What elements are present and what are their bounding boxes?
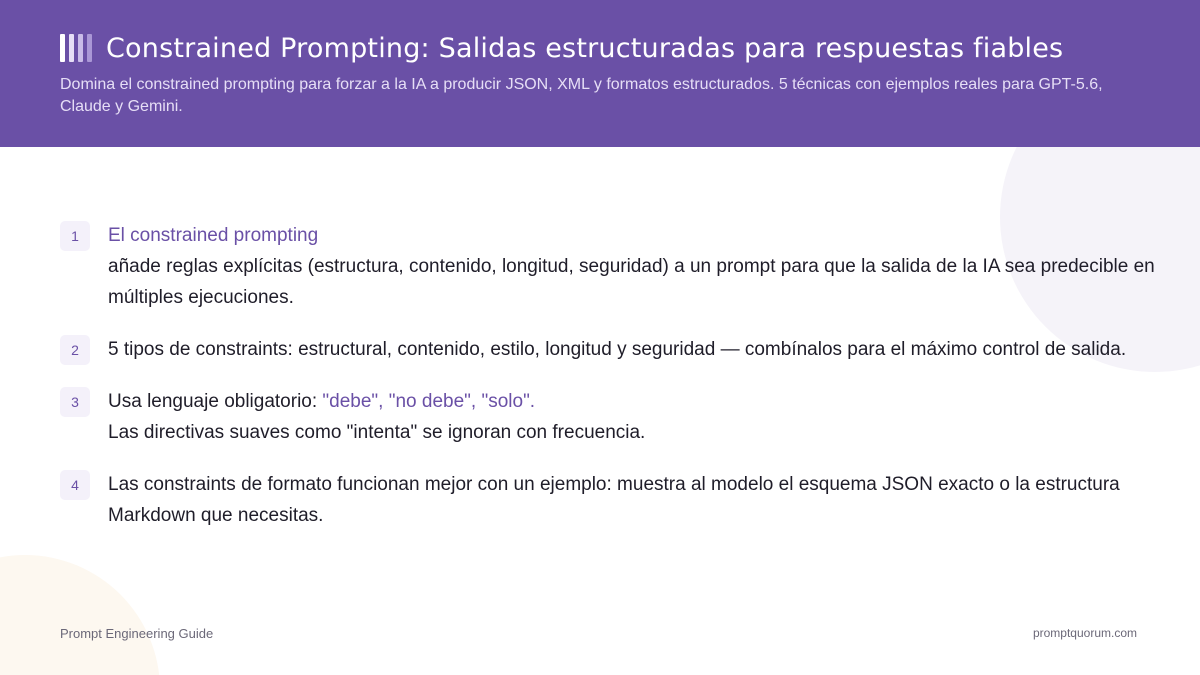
item-number-badge: 2 [60, 335, 90, 365]
item-number-badge: 1 [60, 221, 90, 251]
item-lead: Usa lenguaje obligatorio: [108, 391, 323, 412]
item-highlight: "debe", "no debe", "solo". [322, 391, 536, 412]
page-title: Constrained Prompting: Salidas estructuradas para respuestas fiables [106, 32, 1064, 64]
item-text [108, 386, 1185, 448]
item-number-badge: 3 [60, 387, 90, 417]
title-row [60, 32, 1140, 64]
list-item [60, 334, 1185, 365]
item-highlight: El constrained prompting [108, 225, 319, 246]
decorative-circle-left [0, 555, 160, 675]
footer-guide-label: Prompt Engineering Guide [60, 626, 214, 641]
item-body: Las directivas suaves como "intenta" se ignoran con frecuencia. [108, 422, 646, 443]
list-item [60, 220, 1185, 313]
item-body: añade reglas explícitas (estructura, contenido, longitud, seguridad) a un prompt para que la salida de la IA sea predecible en múltiples ejecuciones. [108, 256, 1155, 308]
item-text [108, 334, 1185, 365]
list-item [60, 386, 1185, 448]
key-points-list [60, 220, 1185, 552]
logo-bar [87, 34, 92, 62]
page-subtitle: Domina el constrained prompting para forzar a la IA a producir JSON, XML y formatos estructurados. 5 técnicas con ejemplos reales para GPT-5.6, Claude y Gemini. [60, 76, 1103, 115]
list-item [60, 469, 1185, 531]
item-body: Las constraints de formato funcionan mejor con un ejemplo: muestra al modelo el esquema JSON exacto o la estructura Markdown que necesitas. [108, 474, 1120, 526]
item-body: 5 tipos de constraints: estructural, contenido, estilo, longitud y seguridad — combínalos para el máximo control de salida. [108, 339, 1127, 360]
item-text [108, 220, 1185, 313]
header-banner [0, 0, 1200, 147]
item-text [108, 469, 1185, 531]
item-number-badge: 4 [60, 470, 90, 500]
bars-logo-icon [60, 34, 92, 62]
logo-bar [69, 34, 74, 62]
logo-bar [78, 34, 83, 62]
footer-site-link[interactable]: promptquorum.com [1032, 626, 1137, 640]
logo-bar [60, 34, 65, 62]
